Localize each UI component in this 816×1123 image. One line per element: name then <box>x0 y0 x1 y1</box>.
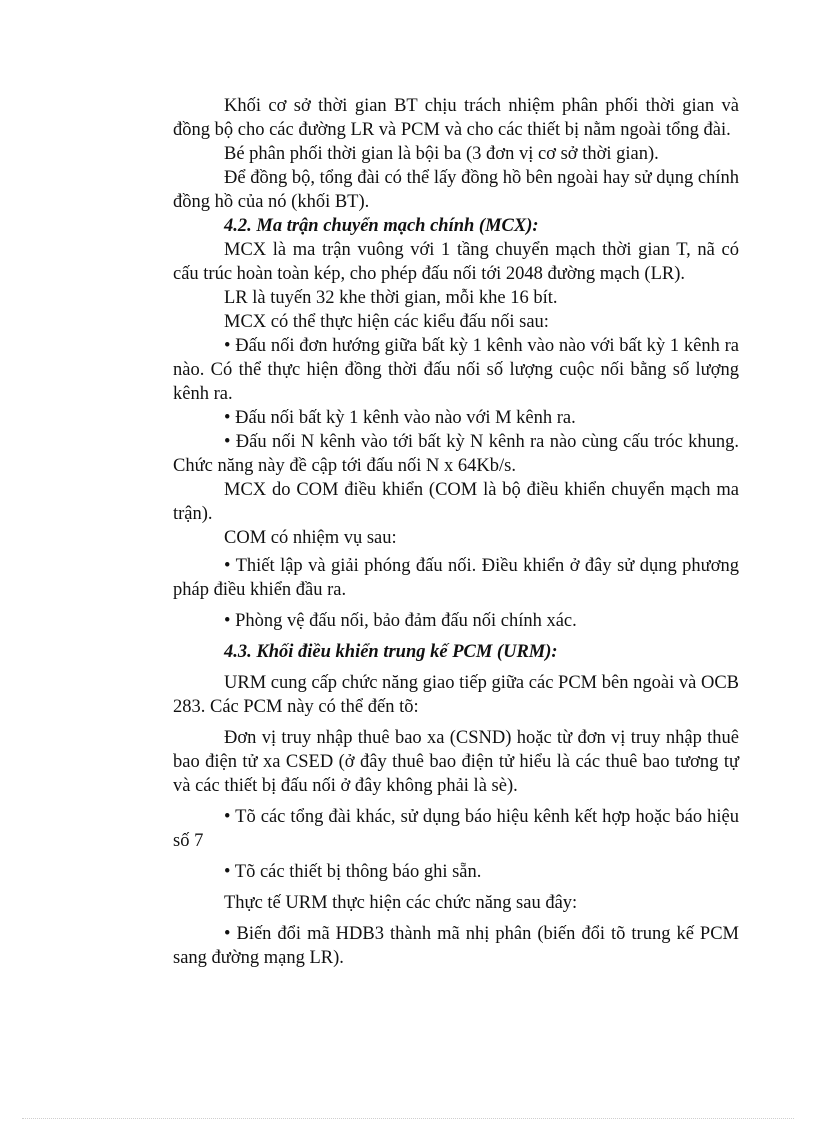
body-paragraph: Đơn vị truy nhập thuê bao xa (CSND) hoặc từ đơn vị truy nhập thuê bao điện tử xa CSED (ở đây thuê bao điện tử hiểu là các thuê bao tương tự và các thiết bị đấu nối ở đây không phải là sè). <box>173 728 739 796</box>
body-paragraph: Thực tế URM thực hiện các chức năng sau đây: <box>224 893 578 913</box>
body-paragraph: MCX do COM điều khiển (COM là bộ điều khiển chuyển mạch ma trận). <box>173 480 739 524</box>
body-paragraph: • Biến đổi mã HDB3 thành mã nhị phân (biến đổi tõ trung kế PCM sang đường mạng LR). <box>173 924 739 968</box>
body-paragraph: COM có nhiệm vụ sau: <box>224 528 397 548</box>
body-paragraph: Để đồng bộ, tổng đài có thể lấy đồng hồ bên ngoài hay sử dụng chính đồng hồ của nó (khối BT). <box>173 168 739 212</box>
body-paragraph: • Đấu nối N kênh vào tới bất kỳ N kênh ra nào cùng cấu tróc khung. Chức năng này đề cập tới đấu nối N x 64Kb/s. <box>173 432 739 476</box>
body-paragraph: • Tõ các thiết bị thông báo ghi sẵn. <box>224 862 482 882</box>
body-paragraph: Bé phân phối thời gian là bội ba (3 đơn vị cơ sở thời gian). <box>224 144 659 164</box>
body-paragraph: URM cung cấp chức năng giao tiếp giữa các PCM bên ngoài và OCB 283. Các PCM này có thể đến tõ: <box>173 673 739 717</box>
section-heading: 4.2. Ma trận chuyển mạch chính (MCX): <box>224 216 539 236</box>
body-paragraph: • Phòng vệ đấu nối, bảo đảm đấu nối chính xác. <box>224 611 577 631</box>
body-paragraph: • Tõ các tổng đài khác, sử dụng báo hiệu kênh kết hợp hoặc báo hiệu số 7 <box>173 807 739 851</box>
body-paragraph: MCX là ma trận vuông với 1 tầng chuyển mạch thời gian T, nã có cấu trúc hoàn toàn kép, cho phép đấu nối tới 2048 đường mạch (LR). <box>173 240 739 284</box>
body-paragraph: • Đấu nối bất kỳ 1 kênh vào nào với M kênh ra. <box>224 408 576 428</box>
page-footer-rule <box>22 1118 794 1119</box>
body-paragraph: • Thiết lập và giải phóng đấu nối. Điều khiển ở đây sử dụng phương pháp điều khiển đầu ra. <box>173 556 739 600</box>
body-paragraph: LR là tuyến 32 khe thời gian, mỗi khe 16 bít. <box>224 288 558 308</box>
section-heading: 4.3. Khối điều khiển trung kế PCM (URM): <box>224 642 558 662</box>
body-paragraph: Khối cơ sở thời gian BT chịu trách nhiệm phân phối thời gian và đồng bộ cho các đường LR và PCM và cho các thiết bị nằm ngoài tổng đài. <box>173 96 739 140</box>
body-paragraph: • Đấu nối đơn hướng giữa bất kỳ 1 kênh vào nào với bất kỳ 1 kênh ra nào. Có thể thực hiện đồng thời đấu nối số lượng cuộc nối bằng số lượng kênh ra. <box>173 336 739 404</box>
body-paragraph: MCX có thể thực hiện các kiểu đấu nối sau: <box>224 312 549 332</box>
document-page <box>173 94 739 970</box>
